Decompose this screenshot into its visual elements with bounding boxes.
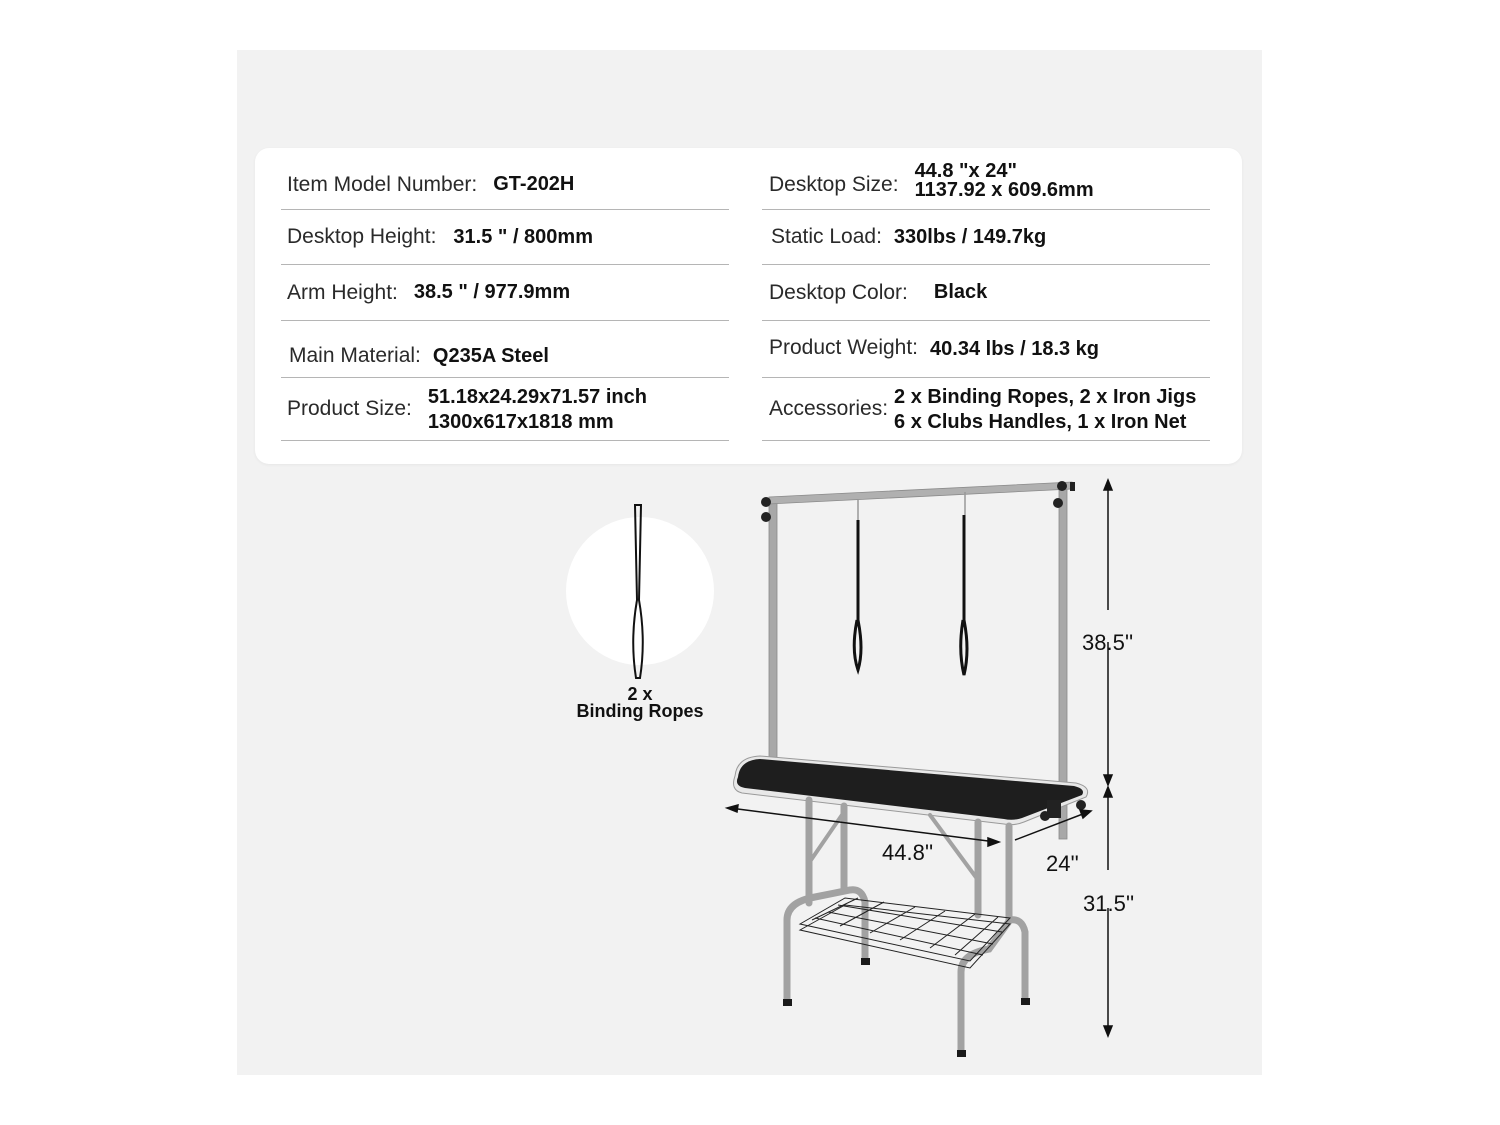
spec-value-line: 1137.92 x 609.6mm xyxy=(914,178,1094,201)
spec-value: 31.5 " / 800mm xyxy=(453,225,593,248)
spec-value-line: 44.8 "x 24" xyxy=(914,159,1017,182)
hanging-rope-icon xyxy=(854,492,967,675)
spec-value: 40.34 lbs / 18.3 kg xyxy=(930,337,1100,360)
accessory-count: 2 x xyxy=(627,684,653,704)
dimension-width: 24'' xyxy=(1046,851,1079,876)
spec-label: Desktop Size: xyxy=(769,172,899,196)
spec-label: Product Size: xyxy=(287,397,412,420)
spec-label: Arm Height: xyxy=(287,280,398,304)
spec-value: GT-202H xyxy=(493,173,575,195)
spec-label: Product Weight: xyxy=(769,336,919,359)
spec-value-line: 1300x617x1818 mm xyxy=(427,410,614,433)
spec-value: Black xyxy=(933,281,988,303)
spec-label: Item Model Number: xyxy=(287,172,478,196)
spec-value: 38.5 " / 977.9mm xyxy=(413,281,571,303)
spec-label: Main Material: xyxy=(289,344,421,367)
dimension-desktop-height: 31.5'' xyxy=(1083,891,1135,916)
spec-label: Accessories: xyxy=(769,397,889,420)
leg-caps-icon xyxy=(783,958,1030,1057)
spec-value: Q235A Steel xyxy=(432,344,549,367)
spec-label: Desktop Height: xyxy=(287,225,437,248)
spec-value: 330lbs / 149.7kg xyxy=(893,225,1047,248)
spec-label: Desktop Color: xyxy=(769,280,908,304)
spec-label: Static Load: xyxy=(771,225,882,248)
spec-value-line: 51.18x24.29x71.57 inch xyxy=(427,385,647,408)
spec-value-line: 2 x Binding Ropes, 2 x Iron Jigs xyxy=(894,385,1197,408)
spec-value-line: 6 x Clubs Handles, 1 x Iron Net xyxy=(894,410,1187,433)
tabletop-icon xyxy=(734,756,1088,825)
dimension-length: 44.8'' xyxy=(882,840,934,865)
accessory-name: Binding Ropes xyxy=(576,701,704,721)
dimension-arm-height: 38.5'' xyxy=(1082,630,1134,655)
binding-rope-icon xyxy=(633,505,643,678)
